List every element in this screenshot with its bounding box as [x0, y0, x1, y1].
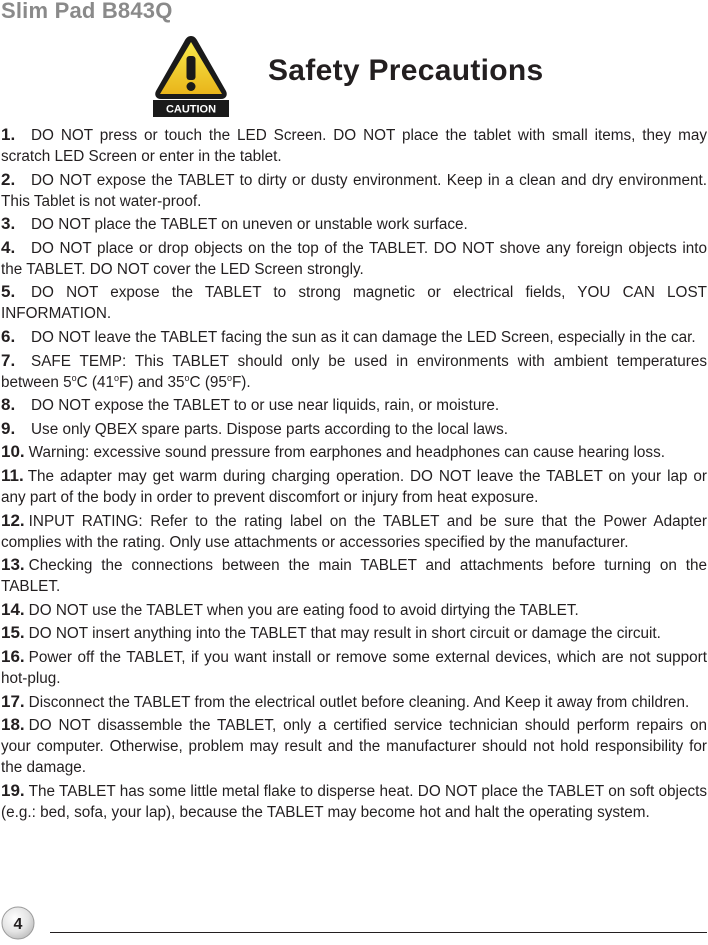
list-item: 1. DO NOT press or touch the LED Screen. DO NOT place the tablet with small items, they may scratch LED Screen or enter in the tablet.	[1, 125, 707, 165]
page-title: Safety Precautions	[268, 54, 544, 87]
list-item: 3. DO NOT place the TABLET on uneven or unstable work surface.	[1, 214, 468, 234]
page-number-badge	[1, 906, 35, 940]
list-item: 14. DO NOT use the TABLET when you are eating food to avoid dirtying the TABLET.	[1, 599, 579, 619]
list-item: 2. DO NOT expose the TABLET to dirty or dusty environment. Keep in a clean and dry environment. This Tablet is not water-proof.	[1, 169, 707, 210]
list-item: 17. Disconnect the TABLET from the electrical outlet before cleaning. And Keep it away from children.	[1, 691, 690, 711]
caution-label: CAUTION	[165, 103, 217, 116]
list-item: 7. SAFE TEMP: This TABLET should only be used in environments with ambient temperatures between 5$^o$C (41$^o$F) and 35$^o$C (95$^o$F).	[1, 350, 707, 391]
list-item: 19. The TABLET has some little metal flake to disperse heat. DO NOT place the TABLET on soft objects (e.g.: bed, sofa, your lap), because the TABLET may become hot and halt the operating system.	[1, 780, 707, 821]
footer-divider	[50, 932, 707, 933]
list-item: 11. The adapter may get warm during charging operation. DO NOT leave the TABLET on your lap or any part of the body in order to prevent discomfort or injury from heat exposure.	[1, 465, 707, 506]
list-item: 16. Power off the TABLET, if you want install or remove some external devices, which are not support hot-plug.	[1, 646, 707, 687]
list-item: 13. Checking the connections between the main TABLET and attachments before turning on the TABLET.	[1, 555, 707, 596]
list-item: 12. INPUT RATING: Refer to the rating label on the TABLET and be sure that the Power Adapter complies with the rating. Only use attachments or accessories specified by the manufacturer.	[1, 510, 707, 551]
list-item: 10. Warning: excessive sound pressure from earphones and headphones can cause hearing loss.	[1, 442, 665, 462]
list-item: 8. DO NOT expose the TABLET to or use near liquids, rain, or moisture.	[1, 395, 500, 415]
list-item: 4. DO NOT place or drop objects on the top of the TABLET. DO NOT shove any foreign objects into the TABLET. DO NOT cover the LED Screen strongly.	[1, 237, 707, 278]
list-item: 6. DO NOT leave the TABLET facing the sun as it can damage the LED Screen, especially in the car.	[1, 326, 696, 346]
list-item: 18. DO NOT disassemble the TABLET, only a certified service technician should perform repairs on your computer. Otherwise, problem may result and the manufacturer should not hold responsibility for the damage.	[1, 715, 707, 777]
caution-warning-icon	[152, 33, 230, 118]
list-item: 15. DO NOT insert anything into the TABLET that may result in short circuit or damage the circuit.	[1, 623, 661, 643]
precautions-list	[1, 124, 707, 824]
list-item: 9. Use only QBEX spare parts. Dispose parts according to the local laws.	[1, 418, 508, 438]
list-item: 5. DO NOT expose the TABLET to strong magnetic or electrical fields, YOU CAN LOST INFORMATION.	[1, 282, 707, 323]
page-number: 4	[13, 916, 23, 933]
model-name: Slim Pad B843Q	[1, 0, 173, 23]
